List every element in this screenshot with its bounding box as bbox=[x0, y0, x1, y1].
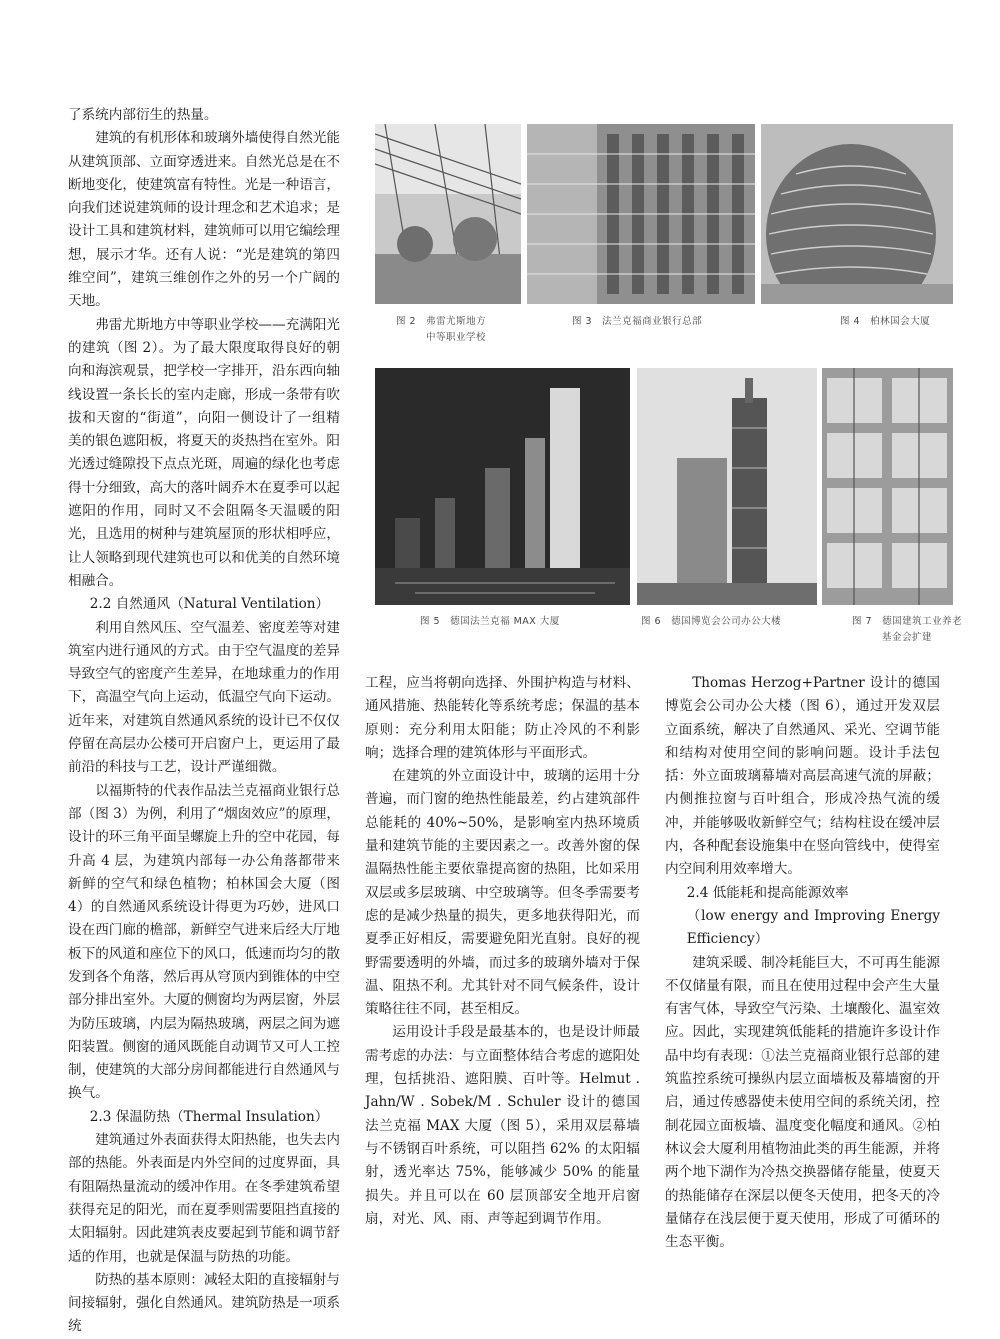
figure-4-caption: 图 4 柏林国会大厦 bbox=[840, 316, 931, 327]
figure-6-caption: 图 6 德国博览会公司办公大楼 bbox=[641, 616, 782, 627]
section-heading-2-4: 2.4 低能耗和提高能源效率 bbox=[686, 884, 849, 901]
paragraph: 在建筑的外立面设计中，玻璃的运用十分普遍，而门窗的绝热性能最差，约占建筑部件总能耗的 40%~50%，是影响室内热环境质量和建筑节能的主要因素之一。改善外窗的保温隔热性能主要依靠提高窗的热阻，比如采用双层或多层玻璃、中空玻璃等。但冬季需要考虑的是减少热量的损失，更多地获得阳光，而夏季正好相反，需要避免阳光直射。良好的视野需要透明的外墙，而过多的玻璃外墙对于保温、阻热不利。尤其针对不同气候条件，设计策略往往不同，甚至相反。 bbox=[365, 768, 640, 1018]
figure-3-photo bbox=[527, 124, 755, 304]
figure-5-caption: 图 5 德国法兰克福 MAX 大厦 bbox=[420, 616, 560, 627]
paragraph: 弗雷尤斯地方中等职业学校——充满阳光的建筑（图 2）。为了最大限度取得良好的朝向和海滨观景，把学校一字排开，沿东西向轴线设置一条长长的室内走廊，形成一条带有吹拔和天窗的“街道”，向阳一侧设计了一组精美的银色遮阳板，将夏天的炎热挡在室外。阳光透过缝隙投下点点光斑，周遍的绿化也考虑得十分细致，高大的落叶阔乔木在夏季可以起遮阳的作用，同时又不会阻隔冬天温暖的阳光，且选用的树种与建筑屋顶的形状相呼应，让人领略到现代建筑也可以和优美的自然环境相融合。 bbox=[68, 316, 340, 589]
figure-4-photo bbox=[761, 124, 953, 304]
text-column-2 bbox=[365, 672, 640, 1231]
paragraph: 工程，应当将朝向选择、外围护构造与材料、通风措施、热能转化等系统考虑；保温的基本原则：充分利用太阳能；防止冷风的不利影响；选择合理的建筑体形与平面形式。 bbox=[365, 675, 640, 761]
section-heading-2-3: 2.3 保温防热（Thermal Insulation） bbox=[89, 1108, 329, 1125]
text-column-3 bbox=[665, 672, 940, 1254]
paragraph: 利用自然风压、空气温差、密度差等对建筑室内进行通风的方式。由于空气温度的差异导致空气的密度产生差异，在地球重力的作用下，高温空气向上运动，低温空气向下运动。近年来，对建筑自然通风系统的设计已不仅仅停留在高层办公楼可开启窗户上，更运用了最前沿的科技与工艺，设计严谨细微。 bbox=[68, 619, 340, 776]
figure-3-caption: 图 3 法兰克福商业银行总部 bbox=[572, 316, 703, 327]
section-heading-2-4-english: （low energy and Improving Energy Efficiency） bbox=[686, 907, 940, 948]
figure-6-photo bbox=[637, 368, 817, 605]
paragraph: 运用设计手段是最基本的，也是设计师最需考虑的办法：与立面整体结合考虑的遮阳处理，包括挑沿、遮阳膜、百叶等。Helmut . Jahn/W . Sobek/M . Schuler 设计的德国法兰克福 MAX 大厦（图 5），采用双层幕墙与不锈钢百叶系统，可以阻挡 62% 的太阳辐射，透光率达 75%，能够减少 50% 的能量损失。并且可以在 60 层顶部安全地开启窗扇，对光、风、雨、声等起到调节作用。 bbox=[365, 1024, 640, 1227]
figure-7-photo bbox=[822, 368, 953, 605]
paragraph: 防热的基本原则：减轻太阳的直接辐射与间接辐射，强化自然通风。建筑防热是一项系统 bbox=[68, 1271, 340, 1335]
section-heading-2-2: 2.2 自然通风（Natural Ventilation） bbox=[89, 596, 330, 613]
text-column-1 bbox=[68, 104, 340, 1339]
paragraph: 了系统内部衍生的热量。 bbox=[68, 107, 218, 123]
figure-7-caption: 图 7 德国建筑工业养老 基金会扩建 bbox=[852, 616, 963, 643]
paragraph: 建筑的有机形体和玻璃外墙使得自然光能从建筑顶部、立面穿透进来。自然光总是在不断地变化，使建筑富有特性。光是一种语言，向我们述说建筑师的设计理念和艺术追求；是设计工具和建筑材料，建筑师可以用它编绘理想，展示才华。还有人说：“光是建筑的第四维空间”，建筑三维创作之外的另一个广阔的天地。 bbox=[68, 130, 340, 310]
figure-2-photo bbox=[375, 124, 521, 304]
paragraph: 建筑通过外表面获得太阳热能，也失去内部的热能。外表面是内外空间的过度界面，具有阻隔热量流动的缓冲作用。在冬季建筑希望获得充足的阳光，而在夏季则需要阻挡直接的太阳辐射。因此建筑表皮要起到节能和调节舒适的作用，也就是保温与防热的功能。 bbox=[68, 1132, 340, 1265]
figure-2-caption: 图 2 弗雷尤斯地方 中等职业学校 bbox=[396, 316, 487, 343]
paragraph: 建筑采暖、制冷耗能巨大，不可再生能源不仅储量有限，而且在使用过程中会产生大量有害气体，导致空气污染、土壤酸化、温室效应。因此，实现建筑低能耗的措施许多设计作品中均有表现：①法兰克福商业银行总部的建筑监控系统可操纵内层立面墙板及幕墙窗的开启，通过传感器使未使用空间的系统关闭，控制花园立面板墙、温度变化幅度和通风。②柏林议会大厦利用植物油此类的再生能源，并将两个地下湖作为冷热交换器储存能量，使夏天的热能储存在深层以便冬天使用，把冬天的冷量储存在浅层便于夏天使用，形成了可循环的生态平衡。 bbox=[665, 954, 940, 1251]
figure-5-photo bbox=[375, 368, 630, 605]
paragraph: Thomas Herzog+Partner 设计的德国博览会公司办公大楼（图 6），通过开发双层立面系统，解决了自然通风、采光、空调节能和结构对使用空间的影响问题。设计手法包括：外立面玻璃幕墙对高层高速气流的屏蔽；内侧推拉窗与百叶组合，形成冷热气流的缓冲，并能够吸收新鲜空气；结构柱设在缓冲层内，各种配套设施集中在竖向管线中，使得室内空间利用效率增大。 bbox=[665, 675, 940, 878]
paragraph: 以福斯特的代表作品法兰克福商业银行总部（图 3）为例，利用了“烟囱效应”的原理，设计的环三角平面呈螺旋上升的空中花园，每升高 4 层，为建筑内部每一办公角落都带来新鲜的空气和绿色植物；柏林国会大厦（图 4）的自然通风系统设计得更为巧妙，进风口设在西门廊的檐部，新鲜空气进来后经大厅地板下的风道和座位下的风口，低速而均匀的散发到各个角落，然后再从穹顶内到锥体的中空部分排出室外。大厦的侧窗均为两层窗，外层为防压玻璃，内层为隔热玻璃，两层之间为遮阳装置。侧窗的通风既能自动调节又可人工控制，使建筑的大部分房间都能进行自然通风与换气。 bbox=[68, 782, 340, 1102]
